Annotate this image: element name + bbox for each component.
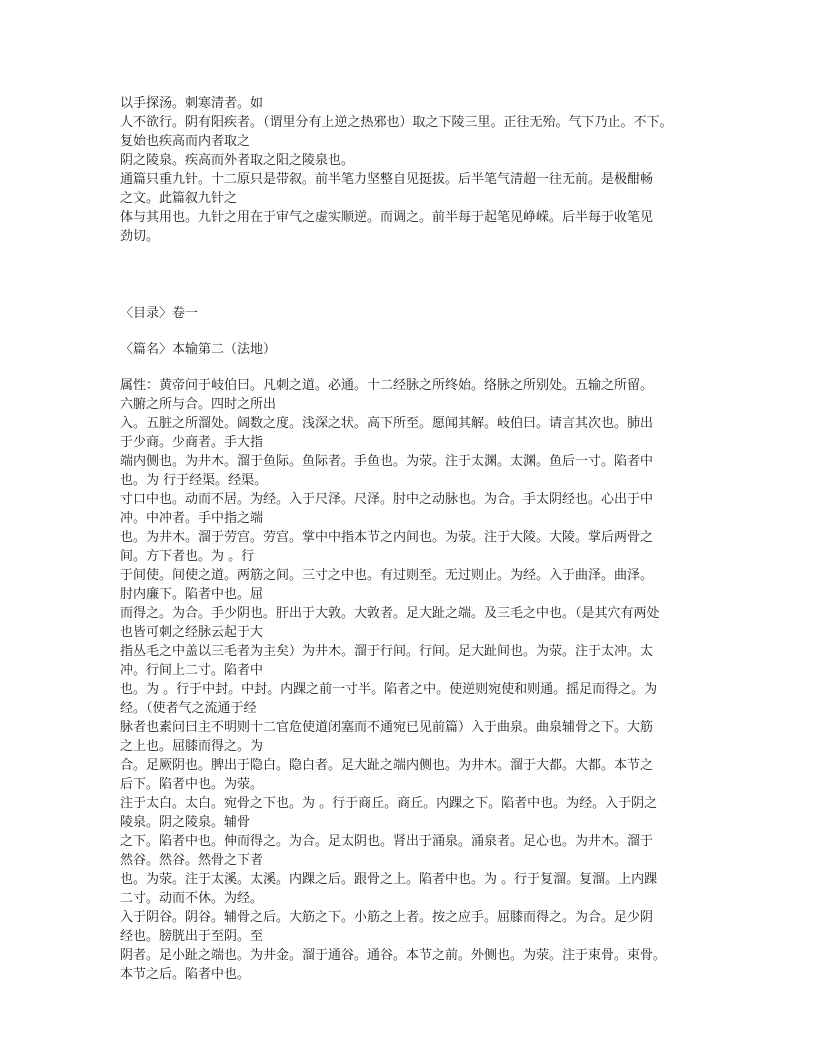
text-line: 以手探汤。刺寒清者。如	[120, 96, 264, 111]
text-line: 劲切。	[120, 229, 160, 244]
text-line: 六腑之所与合。四时之所出	[120, 397, 277, 412]
text-line: 而得之。为合。手少阴也。肝出于大敦。大敦者。足大趾之端。及三毛之中也。（是其穴有两处	[120, 606, 660, 621]
text-line: 也。为荥。注于太溪。太溪。内踝之后。跟骨之上。陷者中也。为 。行于复溜。复溜。上内踝	[120, 872, 658, 887]
text-line: 陵泉。阴之陵泉。辅骨	[120, 815, 251, 830]
spacer	[120, 246, 696, 304]
text-line: 属性：黄帝问于岐伯曰。凡刺之道。必通。十二经脉之所终始。络脉之所别处。五输之所留。	[120, 378, 654, 393]
text-line: 注于太白。太白。宛骨之下也。为 。行于商丘。商丘。内踝之下。陷者中也。为经。入于阴之	[120, 796, 658, 811]
text-line: 后下。陷者中也。为荥。	[120, 777, 264, 792]
document-page	[120, 94, 696, 984]
catalog-heading: 〈目录〉卷一	[120, 306, 199, 321]
text-line: 合。足厥阴也。脾出于隐白。隐白者。足大趾之端内侧也。为井木。溜于大都。大都。本节之	[120, 758, 654, 773]
text-line: 端内侧也。为井木。溜于鱼际。鱼际者。手鱼也。为荥。注于太渊。太渊。鱼后一寸。陷者中	[120, 454, 654, 469]
text-line: 肘内廉下。陷者中也。屈	[120, 587, 264, 602]
paragraph-commentary	[120, 94, 696, 246]
text-line: 冲。行间上二寸。陷者中	[120, 663, 264, 678]
text-line: 二寸。动而不休。为经。	[120, 891, 264, 906]
text-line: 入于阴谷。阴谷。辅骨之后。大筋之下。小筋之上者。按之应手。屈膝而得之。为合。足少阴	[120, 910, 654, 925]
text-line: 寸口中也。动而不居。为经。入于尺泽。尺泽。肘中之动脉也。为合。手太阴经也。心出于中	[120, 492, 654, 507]
text-line: 经。（使者气之流通于经	[120, 701, 257, 716]
text-line: 通篇只重九针。十二原只是带叙。前半笔力坚整自见挺拔。后半笔气清超一往无前。是极酣畅	[120, 172, 654, 187]
text-line: 阴者。足小趾之端也。为井金。溜于通谷。通谷。本节之前。外侧也。为荥。注于束骨。束骨。	[120, 948, 667, 963]
text-line: 复始也疾高而内者取之	[120, 134, 251, 149]
chapter-title: 〈篇名〉本输第二（法地）	[120, 342, 277, 357]
text-line: 本节之后。陷者中也。	[120, 967, 251, 982]
text-line: 脉者也素问曰主不明则十二官危使道闭塞而不通宛已见前篇）入于曲泉。曲泉辅骨之下。大筋	[120, 720, 654, 735]
text-line: 然谷。然谷。然骨之下者	[120, 853, 264, 868]
spacer	[120, 323, 696, 340]
text-line: 指丛毛之中盖以三毛者为主矣）为井木。溜于行间。行间。足大趾间也。为荥。注于太冲。太	[120, 644, 654, 659]
text-line: 也皆可刺之经脉云起于大	[120, 625, 264, 640]
text-line: 之下。陷者中也。伸而得之。为合。足太阴也。肾出于涌泉。涌泉者。足心也。为井木。溜于	[120, 834, 654, 849]
text-line: 冲。中冲者。手中指之端	[120, 511, 264, 526]
text-line: 之上也。屈膝而得之。为	[120, 739, 264, 754]
text-line: 入。五脏之所溜处。阔数之度。浅深之状。高下所至。愿闻其解。岐伯曰。请言其次也。肺出	[120, 416, 654, 431]
text-line: 也。为井木。溜于劳宫。劳宫。掌中中指本节之内间也。为荥。注于大陵。大陵。掌后两骨之	[120, 530, 654, 545]
text-line: 经也。膀胱出于至阴。至	[120, 929, 264, 944]
text-line: 也。为 行于经渠。经渠。	[120, 473, 268, 488]
spacer	[120, 359, 696, 376]
text-line: 于少商。少商者。手大指	[120, 435, 264, 450]
text-line: 阴之陵泉。疾高而外者取之阳之陵泉也。	[120, 153, 355, 168]
paragraph-main-text	[120, 376, 696, 984]
text-line: 体与其用也。九针之用在于审气之虚实顺逆。而调之。前半每于起笔见峥嵘。后半每于收笔见	[120, 210, 654, 225]
text-line: 间。方下者也。为 。行	[120, 549, 255, 564]
text-line: 于间使。间使之道。两筋之间。三寸之中也。有过则至。无过则止。为经。入于曲泽。曲泽。	[120, 568, 654, 583]
text-line: 人不欲行。阴有阳疾者。（谓里分有上逆之热邪也）取之下陵三里。正往无殆。气下乃止。不下。	[120, 115, 673, 130]
text-line: 之文。此篇叙九针之	[120, 191, 238, 206]
text-line: 也。为 。行于中封。中封。内踝之前一寸半。陷者之中。使逆则宛使和则通。摇足而得之。为	[120, 682, 658, 697]
